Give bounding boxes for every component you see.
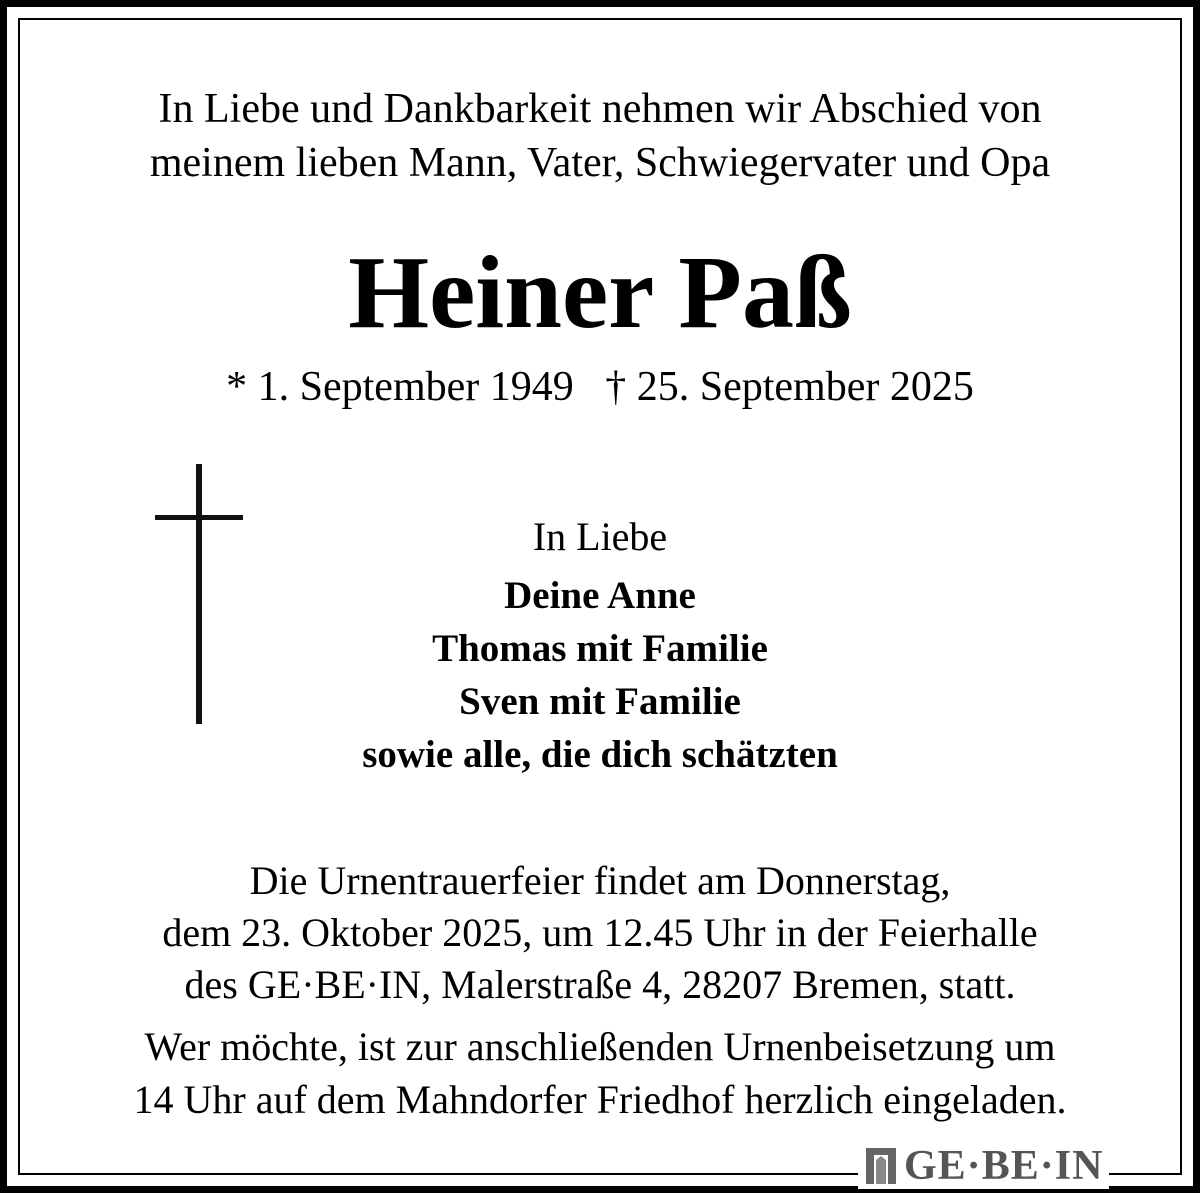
intro-line-2: meinem lieben Mann, Vater, Schwiegervater und Opa [149,140,1051,186]
invitation-line-1: Wer möchte, ist zur anschließenden Urnenbeisetzung um [144,1024,1056,1069]
signature-name-2: Thomas mit Familie [432,627,768,670]
gebein-logo-icon [864,1146,898,1186]
intro-line-1: In Liebe und Dankbarkeit nehmen wir Abschied von [158,86,1042,132]
life-dates: * 1. September 1949 † 25. September 2025 [226,364,974,410]
signature-name-3: Sven mit Familie [459,680,741,723]
invitation-line-2: 14 Uhr auf dem Mahndorfer Friedhof herzlich eingeladen. [133,1077,1067,1122]
signature-name-1: Deine Anne [504,574,696,617]
service-line-2: dem 23. Oktober 2025, um 12.45 Uhr in der Feierhalle [162,910,1038,955]
deceased-name: Heiner Paß [348,235,852,350]
service-line-1: Die Urnentrauerfeier findet am Donnerstag, [249,858,951,903]
signature-name-4: sowie alle, die dich schätzten [362,733,838,776]
logo-text: GE·BE·IN [904,1143,1104,1189]
signature-greeting: In Liebe [532,514,668,559]
gebein-logo [858,1143,1109,1189]
service-line-3: des GE·BE·IN, Malerstraße 4, 28207 Bremen, statt. [184,962,1016,1007]
